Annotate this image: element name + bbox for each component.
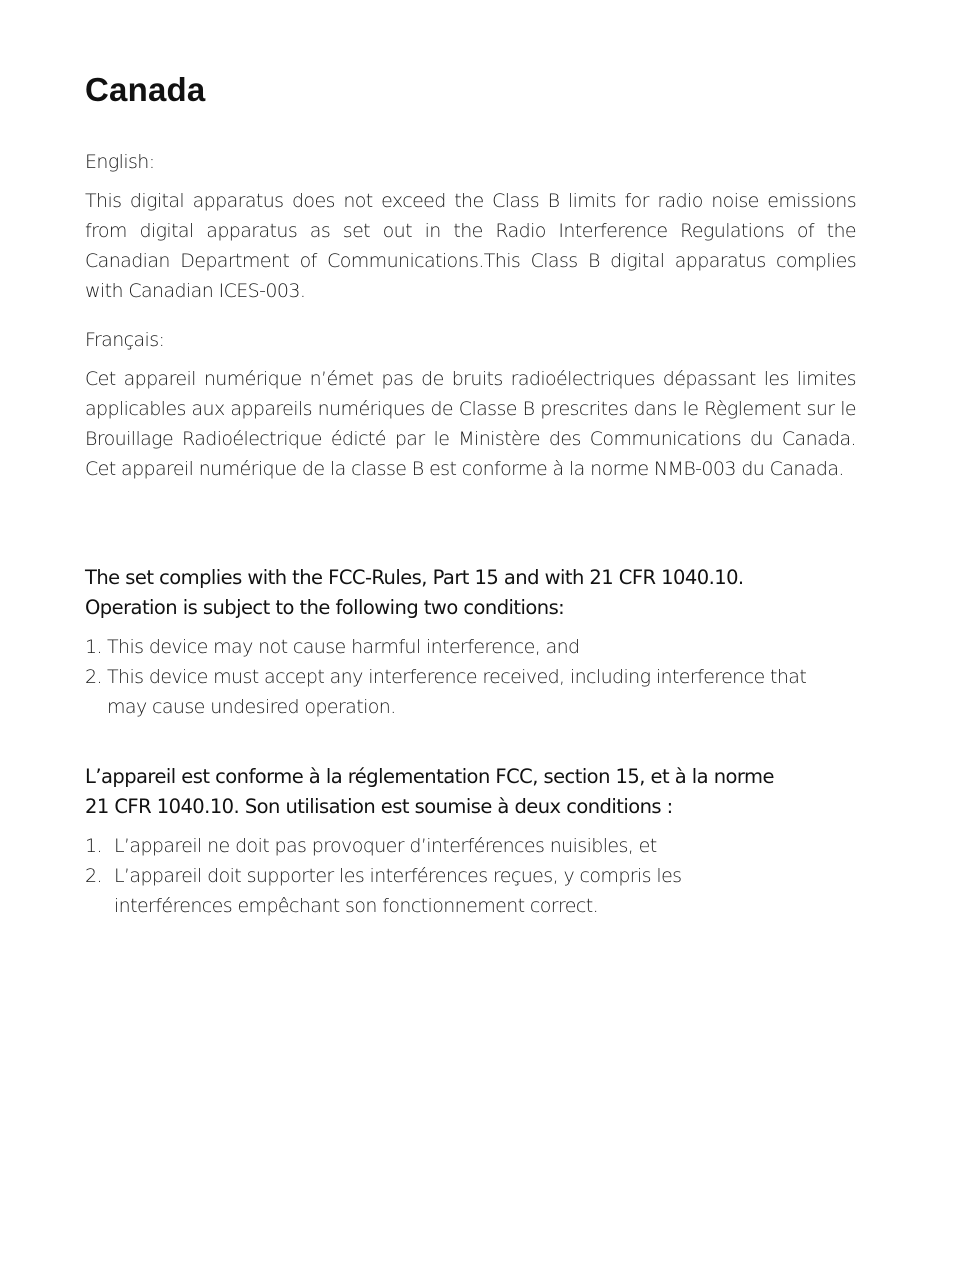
- fcc-english-heading-line-1: The set complies with the FCC-Rules, Part 15 and with 21 CFR 1040.10.: [85, 566, 744, 589]
- french-paragraph: Cet appareil numérique n’émet pas de bruits radioélectriques dépassant les limites applicables aux appareils numériques de Classe B prescrites dans le Règlement sur le Brouillage Radioélectrique édicté par le Ministère des Communications du Canada. Cet appareil numérique de la classe B est conforme à la norme NMB-003 du Canada.: [85, 368, 856, 480]
- english-label: English:: [85, 151, 155, 173]
- list-item-text: This device must accept any interference received, including interference that may cause undesired operation.: [107, 666, 807, 718]
- fcc-french-heading-line-1: L’appareil est conforme à la réglementation FCC, section 15, et à la norme: [85, 765, 774, 788]
- french-label: Français:: [85, 329, 165, 351]
- fcc-english-conditions-list: [85, 632, 845, 722]
- fcc-french-heading-line-2: 21 CFR 1040.10. Son utilisation est soumise à deux conditions :: [85, 795, 673, 818]
- list-item-text: L’appareil doit supporter les interférences reçues, y compris les interférences empêchant son fonctionnement correct.: [114, 865, 682, 917]
- list-item: [85, 831, 765, 861]
- page-title: Canada: [85, 71, 206, 108]
- list-item-text: This device may not cause harmful interference, and: [107, 636, 580, 658]
- fcc-french-heading: [85, 762, 875, 822]
- list-item-text: L’appareil ne doit pas provoquer d’interférences nuisibles, et: [114, 835, 657, 857]
- list-item: [85, 662, 845, 722]
- list-item-number: 1.: [85, 835, 102, 857]
- fcc-english-heading: [85, 563, 875, 623]
- list-item-number: 2.: [85, 865, 102, 887]
- list-item-number: 2.: [85, 666, 102, 688]
- fcc-english-heading-line-2: Operation is subject to the following two conditions:: [85, 596, 565, 619]
- list-item: [85, 632, 845, 662]
- list-item-number: 1.: [85, 636, 102, 658]
- list-item: [85, 861, 765, 921]
- fcc-french-conditions-list: [85, 831, 765, 921]
- english-paragraph: This digital apparatus does not exceed the Class B limits for radio noise emissions from digital apparatus as set out in the Radio Interference Regulations of the Canadian Department of Communications.This Class B digital apparatus complies with Canadian ICES-003.: [85, 190, 856, 302]
